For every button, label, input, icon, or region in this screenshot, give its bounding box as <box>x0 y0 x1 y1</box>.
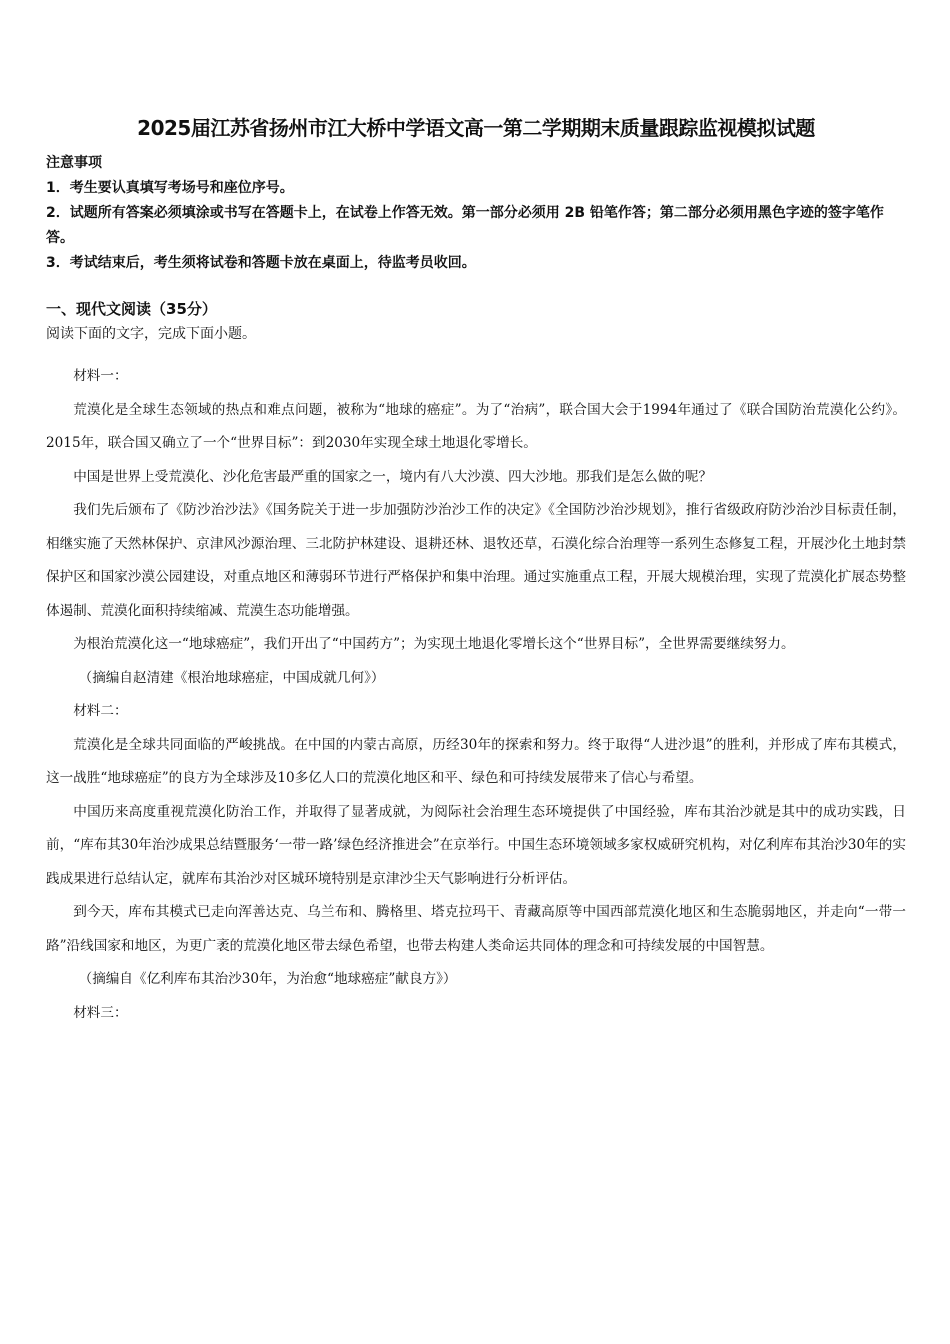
notice-heading: 注意事项 <box>46 155 102 171</box>
notice-item: 1．考生要认真填写考场号和座位序号。 <box>46 180 294 196</box>
paragraph: 中国历来高度重视荒漠化防治工作，并取得了显著成就，为阅际社会治理生态环境提供了中国经验，库布其治沙就是其中的成功实践，日前，“库布其30年治沙成果总结暨服务‘一带一路’绿色经济推进会”在京举行。中国生态环境领域多家权威研究机构，对亿利库布其治沙30年的实践成果进行总结认定，就库布其治沙对区城环境特别是京津沙尘天气影响进行分析评估。 <box>46 803 906 887</box>
paragraph: 到今天，库布其模式已走向浑善达克、乌兰布和、腾格里、塔克拉玛干、青藏高原等中国西部荒漠化地区和生态脆弱地区，并走向“一带一路”沿线国家和地区，为更广袤的荒漠化地区带去绿色希望，也带去构建人类命运共同体的理念和可持续发展的中国智慧。 <box>46 904 906 954</box>
notice-block <box>46 151 906 276</box>
paragraph: 中国是世界上受荒漠化、沙化危害最严重的国家之一，境内有八大沙漠、四大沙地。那我们是怎么做的呢？ <box>73 468 713 485</box>
paragraph: 荒漠化是全球共同面临的严峻挑战。在中国的内蒙古高原，历经30年的探索和努力。终于取得“人进沙退”的胜利，并形成了库布其模式，这一战胜“地球癌症”的良方为全球涉及10多亿人口的荒漠化地区和平、绿色和可持续发展带来了信心与希望。 <box>46 736 906 786</box>
paragraph: 为根治荒漠化这一“地球癌症”，我们开出了“中国药方”；为实现土地退化零增长这个“世界目标”，全世界需要继续努力。 <box>73 636 795 652</box>
notice-item: 3．考试结束后，考生须将试卷和答题卡放在桌面上，待监考员收回。 <box>46 255 476 271</box>
section-intro: 阅读下面的文字，完成下面小题。 <box>46 326 256 342</box>
source-citation: （摘编自赵清建《根治地球癌症，中国成就几何》） <box>78 669 385 686</box>
paragraph: 荒漠化是全球生态领域的热点和难点问题，被称为“地球的癌症”。为了“治病”，联合国大会于1994年通过了《联合国防治荒漠化公约》。2015年，联合国又确立了一个“世界目标”：到2030年实现全球土地退化零增长。 <box>46 401 906 451</box>
material-label: 材料一： <box>73 368 128 384</box>
material-label: 材料三： <box>73 1004 128 1021</box>
page-title: 2025届江苏省扬州市江大桥中学语文高一第二学期期末质量跟踪监视模拟试题 <box>137 116 815 140</box>
notice-item: 2．试题所有答案必须填涂或书写在答题卡上，在试卷上作答无效。第一部分必须用 2B 铅笔作答；第二部分必须用黑色字迹的签字笔作答。 <box>46 205 884 246</box>
reading-passage <box>46 360 906 1030</box>
source-citation: （摘编自《亿利库布其治沙30年，为治愈“地球癌症”献良方》） <box>78 971 457 987</box>
material-label: 材料二： <box>73 703 128 719</box>
section-heading: 一、现代文阅读（35分） <box>46 300 217 318</box>
paragraph: 我们先后颁布了《防沙治沙法》《国务院关于进一步加强防沙治沙工作的决定》《全国防沙治沙规划》，推行省级政府防沙治沙目标责任制，相继实施了天然林保护、京津风沙源治理、三北防护林建设、退耕还林、退牧还草，石漠化综合治理等一系列生态修复工程，开展沙化土地封禁保护区和国家沙漠公园建设，对重点地区和薄弱环节进行严格保护和集中治理。通过实施重点工程，开展大规模治理，实现了荒漠化扩展态势整体遏制、荒漠化面积持续缩减、荒漠生态功能增强。 <box>46 502 906 619</box>
